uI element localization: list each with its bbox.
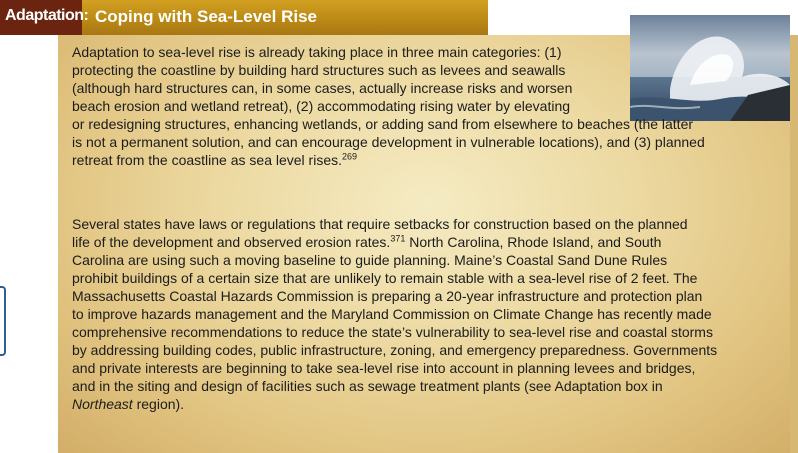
paragraph-2-line: and private interests are beginning to take sea-level rise into account in planning levees and bridges, [72, 360, 696, 376]
paragraph-2-line: Carolina are using such a moving baseline to guide planning. Maine’s Coastal Sand Dune Rules [72, 252, 668, 268]
paragraph-2-line-2-rest: North Carolina, Rhode Island, and South [405, 234, 662, 250]
header-tag: Adaptation: [5, 7, 89, 24]
paragraph-2 [72, 215, 717, 413]
paragraph-2-last-line [72, 395, 717, 413]
paragraph-1-line: (although hard structures can, in some cases, actually increase risks and worsen [72, 80, 573, 96]
paragraph-1-last-line [72, 151, 705, 169]
paragraph-1-line: protecting the coastline by building hard structures such as levees and seawalls [72, 62, 566, 78]
paragraph-2-line: and in the siting and design of facilities such as sewage treatment plants (see Adaptation box in [72, 378, 663, 394]
paragraph-2-last-rest: region). [132, 396, 185, 412]
paragraph-2-line: Several states have laws or regulations that require setbacks for construction based on the planned [72, 216, 688, 232]
paragraph-2-line-2-text: life of the development and observed erosion rates. [72, 234, 391, 250]
paragraph-2-line-2 [72, 233, 717, 251]
paragraph-2-line: to improve hazards management and the Maryland Commission on Climate Change has recently made [72, 306, 712, 322]
paragraph-2-line: prohibit buildings of a certain size that are unlikely to remain stable with a sea-level rise of 2 feet. The [72, 270, 698, 286]
panel-edge [790, 35, 798, 453]
paragraph-1 [72, 43, 705, 169]
page-title: Coping with Sea-Level Rise [95, 7, 317, 26]
paragraph-2-line: comprehensive recommendations to reduce the state’s vulnerability to sea-level rise and coastal storms [72, 324, 713, 340]
reference-371: 371 [390, 233, 406, 244]
northeast-region-label: Northeast [72, 396, 133, 412]
header-bar [0, 0, 488, 35]
paragraph-2-line: by addressing building codes, public infrastructure, zoning, and emergency preparedness. Governments [72, 342, 718, 358]
paragraph-2-line: Massachusetts Coastal Hazards Commission is preparing a 20-year infrastructure and protection plan [72, 288, 703, 304]
paragraph-1-line: is not a permanent solution, and can encourage development in vulnerable locations), and (3) planned [72, 134, 705, 150]
header-tag-box [0, 0, 89, 35]
reference-269: 269 [342, 151, 358, 162]
paragraph-1-line: or redesigning structures, enhancing wetlands, or adding sand from elsewhere to beaches (the latter [72, 116, 694, 132]
paragraph-1-line: beach erosion and wetland retreat), (2) accommodating rising water by elevating [72, 98, 571, 114]
paragraph-1-line: Adaptation to sea-level rise is already taking place in three main categories: (1) [72, 44, 562, 60]
paragraph-1-last-text: retreat from the coastline as sea level rises. [72, 152, 343, 168]
side-frame [0, 286, 6, 356]
